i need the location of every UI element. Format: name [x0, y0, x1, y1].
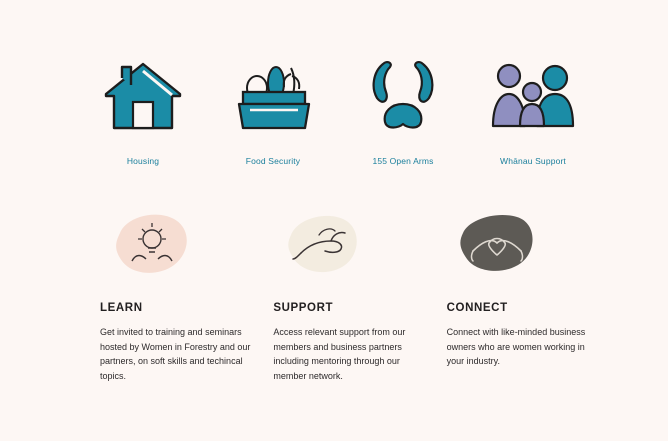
- service-item-housing[interactable]: [78, 44, 208, 166]
- feature-title: SUPPORT: [273, 302, 334, 314]
- feature-body: Get invited to training and seminars hosted by Women in Forestry and our partners, on soft skills and techincal topics.: [100, 327, 251, 381]
- heart-hands-icon: [447, 208, 620, 280]
- feature-card-learn: [100, 208, 273, 383]
- service-label: Housing: [126, 156, 160, 166]
- feature-body: Connect with like-minded business owners who are women working in your industry.: [446, 327, 586, 367]
- service-item-open-arms[interactable]: [338, 44, 468, 166]
- services-row: [78, 44, 598, 166]
- family-group-icon: [485, 44, 581, 136]
- feature-title: LEARN: [100, 302, 143, 314]
- service-item-whanau-support[interactable]: [468, 44, 598, 166]
- service-item-food-security[interactable]: [208, 44, 338, 166]
- helping-hand-icon: [273, 208, 446, 280]
- features-row: [100, 208, 620, 383]
- service-label: 155 Open Arms: [372, 156, 434, 166]
- open-arms-icon: [359, 44, 447, 136]
- food-box-icon: [221, 44, 325, 136]
- house-icon: [100, 44, 186, 136]
- feature-card-connect: [447, 208, 620, 383]
- feature-title: CONNECT: [446, 302, 508, 314]
- lightbulb-hands-icon: [100, 208, 273, 280]
- service-label: Food Security: [245, 156, 301, 166]
- feature-card-support: [273, 208, 446, 383]
- service-label: Whānau Support: [500, 156, 566, 166]
- feature-body: Access relevant support from our members and business partners including mentoring through our member network.: [273, 327, 406, 381]
